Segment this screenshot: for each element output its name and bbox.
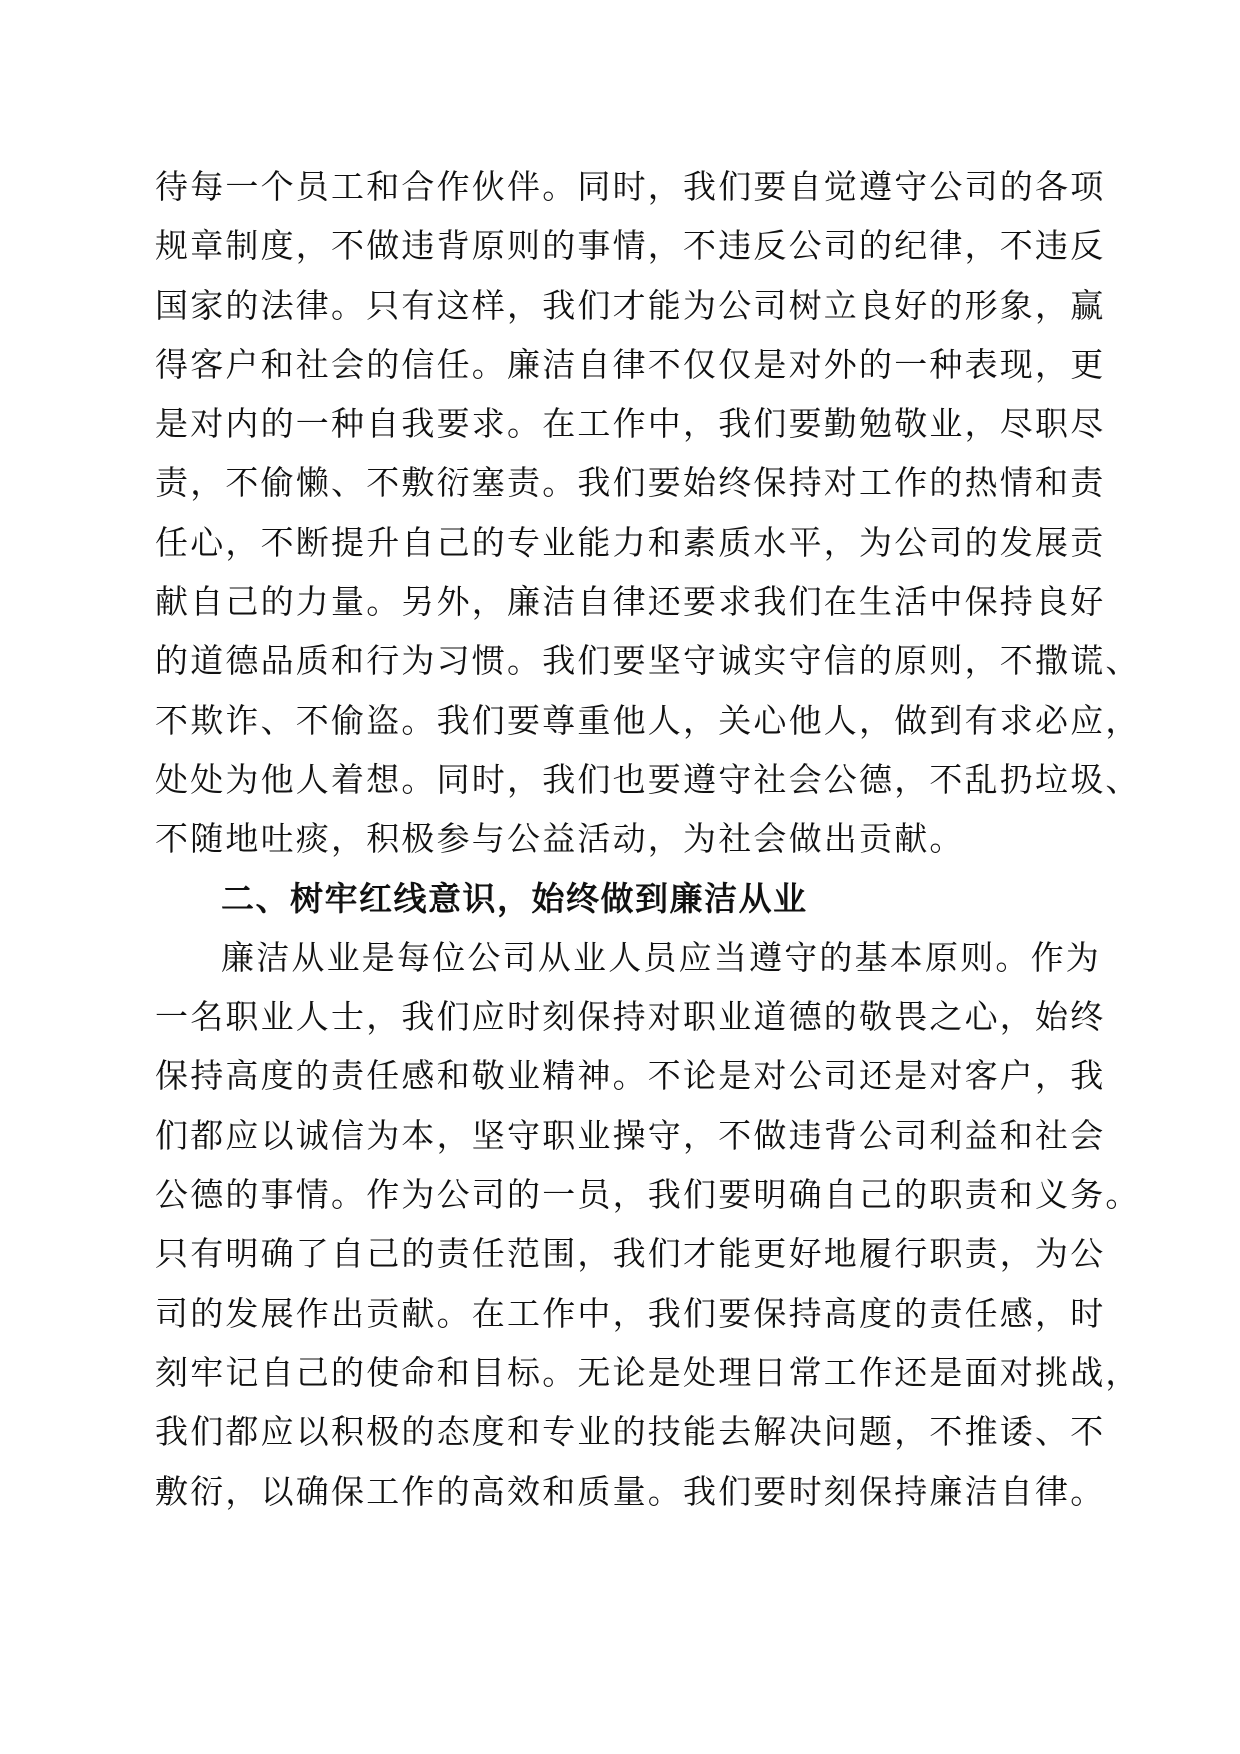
paragraph-2	[155, 928, 1141, 1521]
paragraph-line: 只有明确了自己的责任范围，我们才能更好地履行职责，为公	[155, 1234, 1106, 1274]
paragraph-line: 献自己的力量。另外，廉洁自律还要求我们在生活中保持良好	[155, 582, 1106, 622]
paragraph-line: 待每一个员工和合作伙伴。同时，我们要自觉遵守公司的各项	[155, 167, 1106, 206]
paragraph-line: 得客户和社会的信任。廉洁自律不仅仅是对外的一种表现，更	[155, 344, 1106, 384]
document-body	[155, 157, 1141, 1521]
paragraph-line: 廉洁从业是每位公司从业人员应当遵守的基本原则。作为	[221, 937, 1101, 977]
paragraph-1	[155, 157, 1141, 869]
paragraph-line: 敷衍，以确保工作的高效和质量。我们要时刻保持廉洁自律。	[155, 1471, 1106, 1511]
paragraph-line: 国家的法律。只有这样，我们才能为公司树立良好的形象，赢	[155, 285, 1106, 325]
paragraph-line: 的道德品质和行为习惯。我们要坚守诚实守信的原则，不撒谎、	[155, 641, 1141, 681]
paragraph-line: 不欺诈、不偷盗。我们要尊重他人，关心他人，做到有求必应，	[155, 700, 1141, 740]
paragraph-line: 任心，不断提升自己的专业能力和素质水平，为公司的发展贡	[155, 522, 1106, 562]
paragraph-line: 一名职业人士，我们应时刻保持对职业道德的敬畏之心，始终	[155, 997, 1106, 1037]
paragraph-line: 责，不偷懒、不敷衍塞责。我们要始终保持对工作的热情和责	[155, 463, 1106, 503]
paragraph-line: 保持高度的责任感和敬业精神。不论是对公司还是对客户，我	[155, 1056, 1106, 1096]
paragraph-line: 司的发展作出贡献。在工作中，我们要保持高度的责任感，时	[155, 1293, 1106, 1333]
paragraph-line: 我们都应以积极的态度和专业的技能去解决问题，不推诿、不	[155, 1412, 1106, 1452]
paragraph-line: 公德的事情。作为公司的一员，我们要明确自己的职责和义务。	[155, 1175, 1141, 1215]
paragraph-line: 们都应以诚信为本，坚守职业操守，不做违背公司利益和社会	[155, 1115, 1106, 1155]
section-heading: 二、树牢红线意识，始终做到廉洁从业	[221, 878, 808, 918]
paragraph-line: 不随地吐痰，积极参与公益活动，为社会做出贡献。	[155, 819, 965, 859]
paragraph-line: 处处为他人着想。同时，我们也要遵守社会公德，不乱扔垃圾、	[155, 759, 1141, 799]
paragraph-line: 刻牢记自己的使命和目标。无论是处理日常工作还是面对挑战，	[155, 1352, 1141, 1392]
paragraph-line: 规章制度，不做违背原则的事情，不违反公司的纪律，不违反	[155, 226, 1106, 266]
paragraph-line: 是对内的一种自我要求。在工作中，我们要勤勉敬业，尽职尽	[155, 404, 1106, 444]
